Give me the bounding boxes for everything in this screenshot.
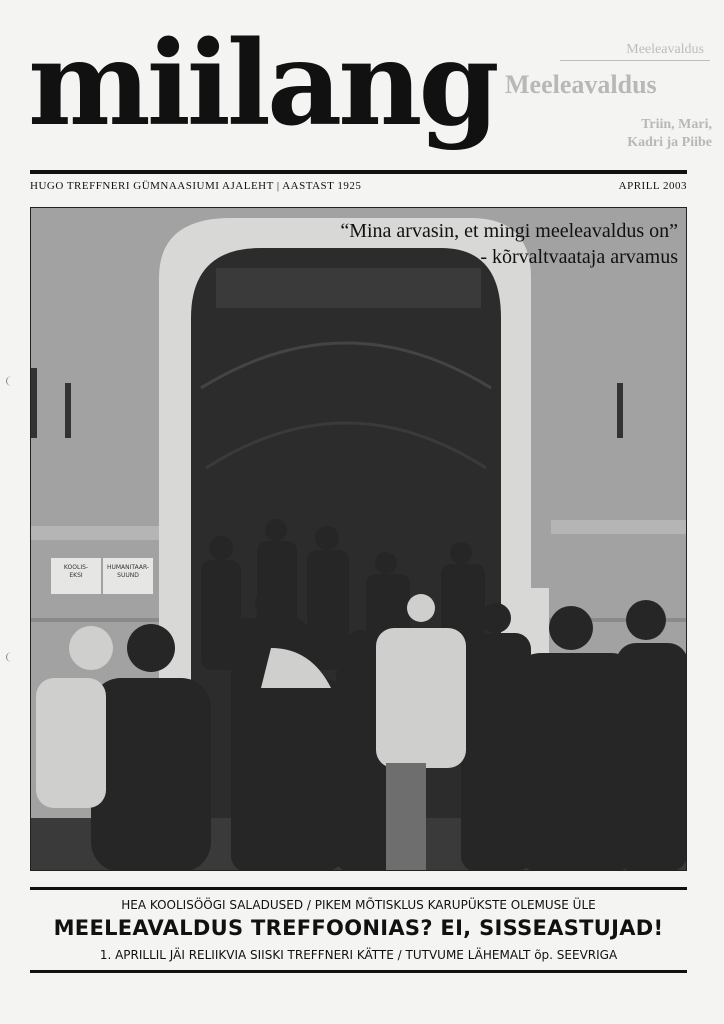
bleed-through-authors: Triin, Mari, Kadri ja Piibe	[627, 117, 712, 150]
cover-quote-attribution: - kõrvaltvaataja arvamus	[480, 246, 678, 268]
cover-headline: MEELEAVALDUS TREFFOONIAS? EI, SISSEASTUJAD!	[53, 916, 664, 940]
cover-quote-line: “Mina arvasin, et mingi meeleavaldus on”	[340, 220, 678, 242]
bleed-through-title: Meeleavaldus	[505, 70, 657, 99]
cover-quote	[340, 218, 678, 270]
teaser-bottom-line: 1. APRILLIL JÄI RELIIKVIA SIISKI TREFFNERI KÄTTE / TUTVUME LÄHEMALT õp. SEEVRIGA	[99, 948, 618, 962]
sign-left: KOOLIS- EKSI	[63, 564, 89, 579]
punch-hole-mark	[6, 652, 17, 662]
teaser-top-line: HEA KOOLISÖÖGI SALADUSED / PIKEM MÕTISKLUS KARUPÜKSTE OLEMUSE ÜLE	[121, 898, 596, 912]
sign-right: HUMANITAAR- SUUND	[106, 564, 150, 579]
masthead	[0, 0, 724, 200]
issue-date: APRILL 2003	[618, 180, 687, 192]
teaser-rule-bottom	[30, 970, 687, 973]
cover-photo	[30, 207, 687, 871]
masthead-rule	[30, 170, 687, 174]
teaser-rule-top	[30, 887, 687, 890]
bleed-through-header-label: Meeleavaldus	[626, 42, 704, 57]
bleed-through-header	[560, 40, 710, 61]
cover-photo-illustration	[31, 208, 687, 871]
masthead-logo: miilang	[28, 16, 496, 152]
punch-hole-mark	[6, 376, 17, 386]
publication-line: HUGO TREFFNERI GÜMNAASIUMI AJALEHT | AASTAST 1925	[30, 180, 362, 192]
